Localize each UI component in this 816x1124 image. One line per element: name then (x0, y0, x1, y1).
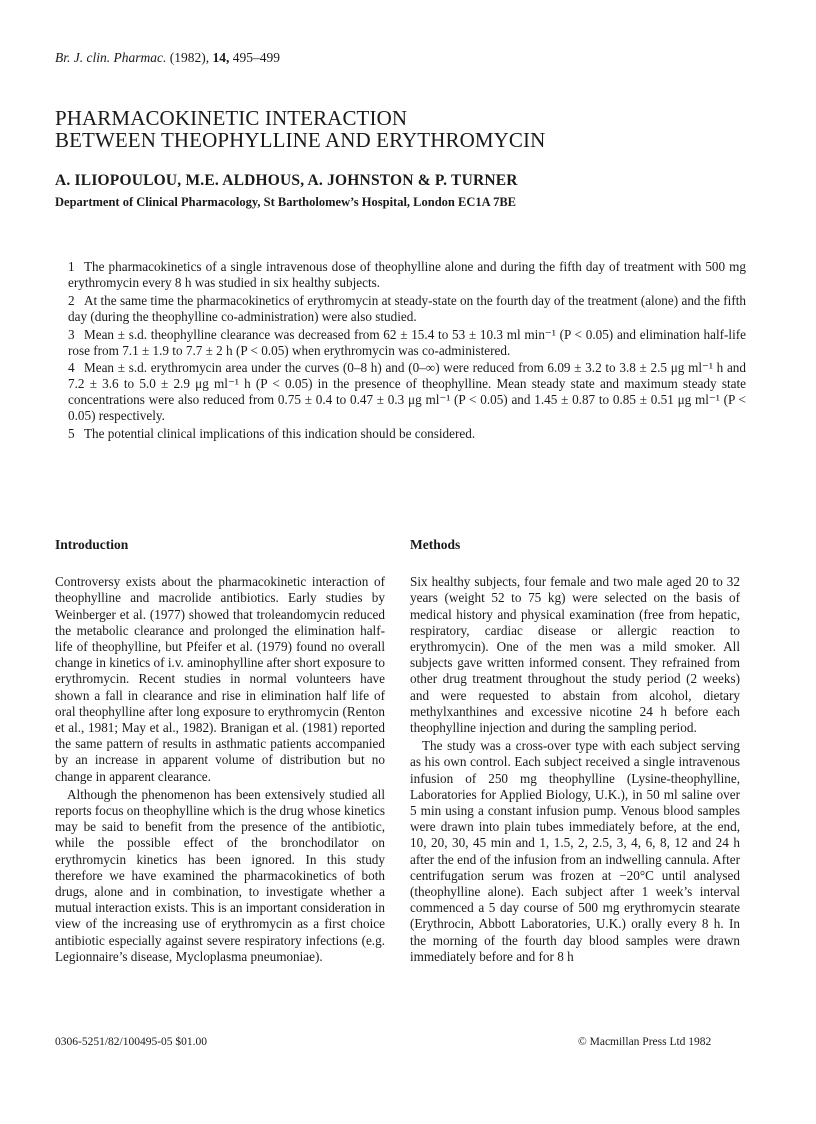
journal-reference (55, 50, 280, 66)
journal-name: Br. J. clin. Pharmac. (55, 50, 167, 65)
copyright: © Macmillan Press Ltd 1982 (578, 1036, 712, 1048)
journal-year: (1982), (169, 50, 210, 65)
methods-heading: Methods (410, 537, 461, 552)
paper-title (55, 107, 735, 151)
authors: A. ILIOPOULOU, M.E. ALDHOUS, A. JOHNSTON & P. TURNER (55, 172, 518, 189)
abstract-item (68, 360, 746, 424)
abstract-item-number: 2 (68, 292, 75, 308)
introduction-heading: Introduction (55, 537, 129, 552)
abstract-item (68, 293, 746, 325)
abstract-item-text: Mean ± s.d. erythromycin area under the curves (0–8 h) and (0–∞) were reduced from 6.09 ± 3.2 to 3.8 ± 2.5 μg ml⁻¹ h and 7.2 ± 3.6 to 5.0 ± 2.9 μg ml⁻¹ h (P < 0.05) in the presence of theophylline. Mean steady state and maximum steady state concentrations were also reduced from 0.75 ± 0.4 to 0.47 ± 0.3 μg ml⁻¹ (P < 0.05) and 1.45 ± 0.87 to 0.85 ± 0.51 μg ml⁻¹ (P < 0.05) respectively. (68, 360, 746, 424)
abstract-item-text: At the same time the pharmacokinetics of erythromycin at steady-state on the fourth day of the treatment (alone) and the fifth day (during the theophylline co-administration) were also studied. (68, 292, 746, 324)
abstract-item (68, 327, 746, 359)
abstract-item (68, 259, 746, 291)
journal-pages: 495–499 (232, 50, 280, 65)
methods-paragraph: Six healthy subjects, four female and two male aged 20 to 32 years (weight 52 to 75 kg) were selected on the basis of medical history and physical examination (free from hepatic, respiratory, cardiac disease or allergic reaction to erythromycin). One of the men was a mild smoker. All subjects gave written informed consent. They refrained from other drug treatment throughout the study period (2 weeks) and were requested to abstain from alcohol, dietary methylxanthines and excessive nicotine 24 h before each theophylline injection and during the sampling period. (410, 574, 740, 736)
abstract-item-number: 4 (68, 360, 75, 376)
introduction-paragraph: Controversy exists about the pharmacokinetic interaction of theophylline and macrolide antibiotics. Early studies by Weinberger et al. (1977) showed that troleandomycin reduced the metabolic clearance and prolonged the elimination half-life of theophylline, but Pfeifer et al. (1979) found no overall change in kinetics of i.v. aminophylline after short exposure to erythromycin. Recent studies in normal volunteers have shown a fall in clearance and rise in elimination half life of oral theophylline after long exposure to erythromycin (Renton et al., 1981; May et al., 1982). Branigan et al. (1981) reported the same pattern of results in asthmatic patients accompanied by an increase in apparent volume of distribution but no change in apparent clearance. (55, 574, 385, 784)
title-line-1: PHARMACOKINETIC INTERACTION (55, 106, 408, 130)
introduction-section (55, 537, 385, 965)
abstract-item-text: The pharmacokinetics of a single intravenous dose of theophylline alone and during the fifth day of treatment with 500 mg erythromycin every 8 h was studied in six healthy subjects. (68, 259, 746, 290)
abstract-item-text: The potential clinical implications of this indication should be considered. (84, 426, 476, 442)
abstract-item-number: 1 (68, 259, 75, 274)
affiliation: Department of Clinical Pharmacology, St Bartholomew’s Hospital, London EC1A 7BE (55, 195, 517, 209)
abstract-item-number: 3 (68, 326, 75, 342)
abstract (68, 259, 746, 444)
title-line-2: BETWEEN THEOPHYLLINE AND ERYTHROMYCIN (55, 128, 546, 152)
methods-section (410, 537, 740, 965)
journal-volume: 14, (212, 50, 230, 65)
abstract-item (68, 426, 746, 442)
abstract-item-number: 5 (68, 426, 75, 442)
introduction-paragraph: Although the phenomenon has been extensively studied all reports focus on theophylline which is the drug whose kinetics may be said to benefit from the presence of the antibiotic, while the possible effect of the bronchodilator on erythromycin kinetics has been ignored. In this study therefore we have examined the pharmacokinetics of both drugs, alone and in combination, to investigate whether a mutual interaction exists. This is an important consideration in view of the increasing use of erythromycin as a first choice antibiotic especially against severe respiratory infections (e.g. Legionnaire’s disease, Mycloplasma pneumoniae). (55, 786, 385, 964)
methods-paragraph: The study was a cross-over type with each subject serving as his own control. Each subject received a single intravenous infusion of 250 mg theophylline (Lysine-theophylline, Laboratories for Applied Biology, U.K.), in 50 ml saline over 5 min using a constant infusion pump. Venous blood samples were drawn into plain tubes immediately before, at the end, 10, 20, 30, 45 min and 1, 1.5, 2, 2.5, 3, 4, 6, 8, 12 and 24 h after the end of the infusion from an indwelling cannula. After centrifugation serum was frozen at −20°C until analysed (theophylline alone). Each subject after 1 week’s interval commenced a 5 day course of 500 mg erythromycin stearate (Erythrocin, Abbott Laboratories, U.K.) orally every 8 h. In the morning of the fourth day blood samples were drawn immediately before and for 8 h (410, 738, 740, 964)
article-code: 0306-5251/82/100495-05 $01.00 (55, 1036, 208, 1048)
abstract-item-text: Mean ± s.d. theophylline clearance was decreased from 62 ± 15.4 to 53 ± 10.3 ml min⁻¹ (P < 0.05) and elimination half-life rose from 7.1 ± 1.9 to 7.7 ± 2 h (P < 0.05) when erythromycin was co-administered. (68, 326, 746, 358)
